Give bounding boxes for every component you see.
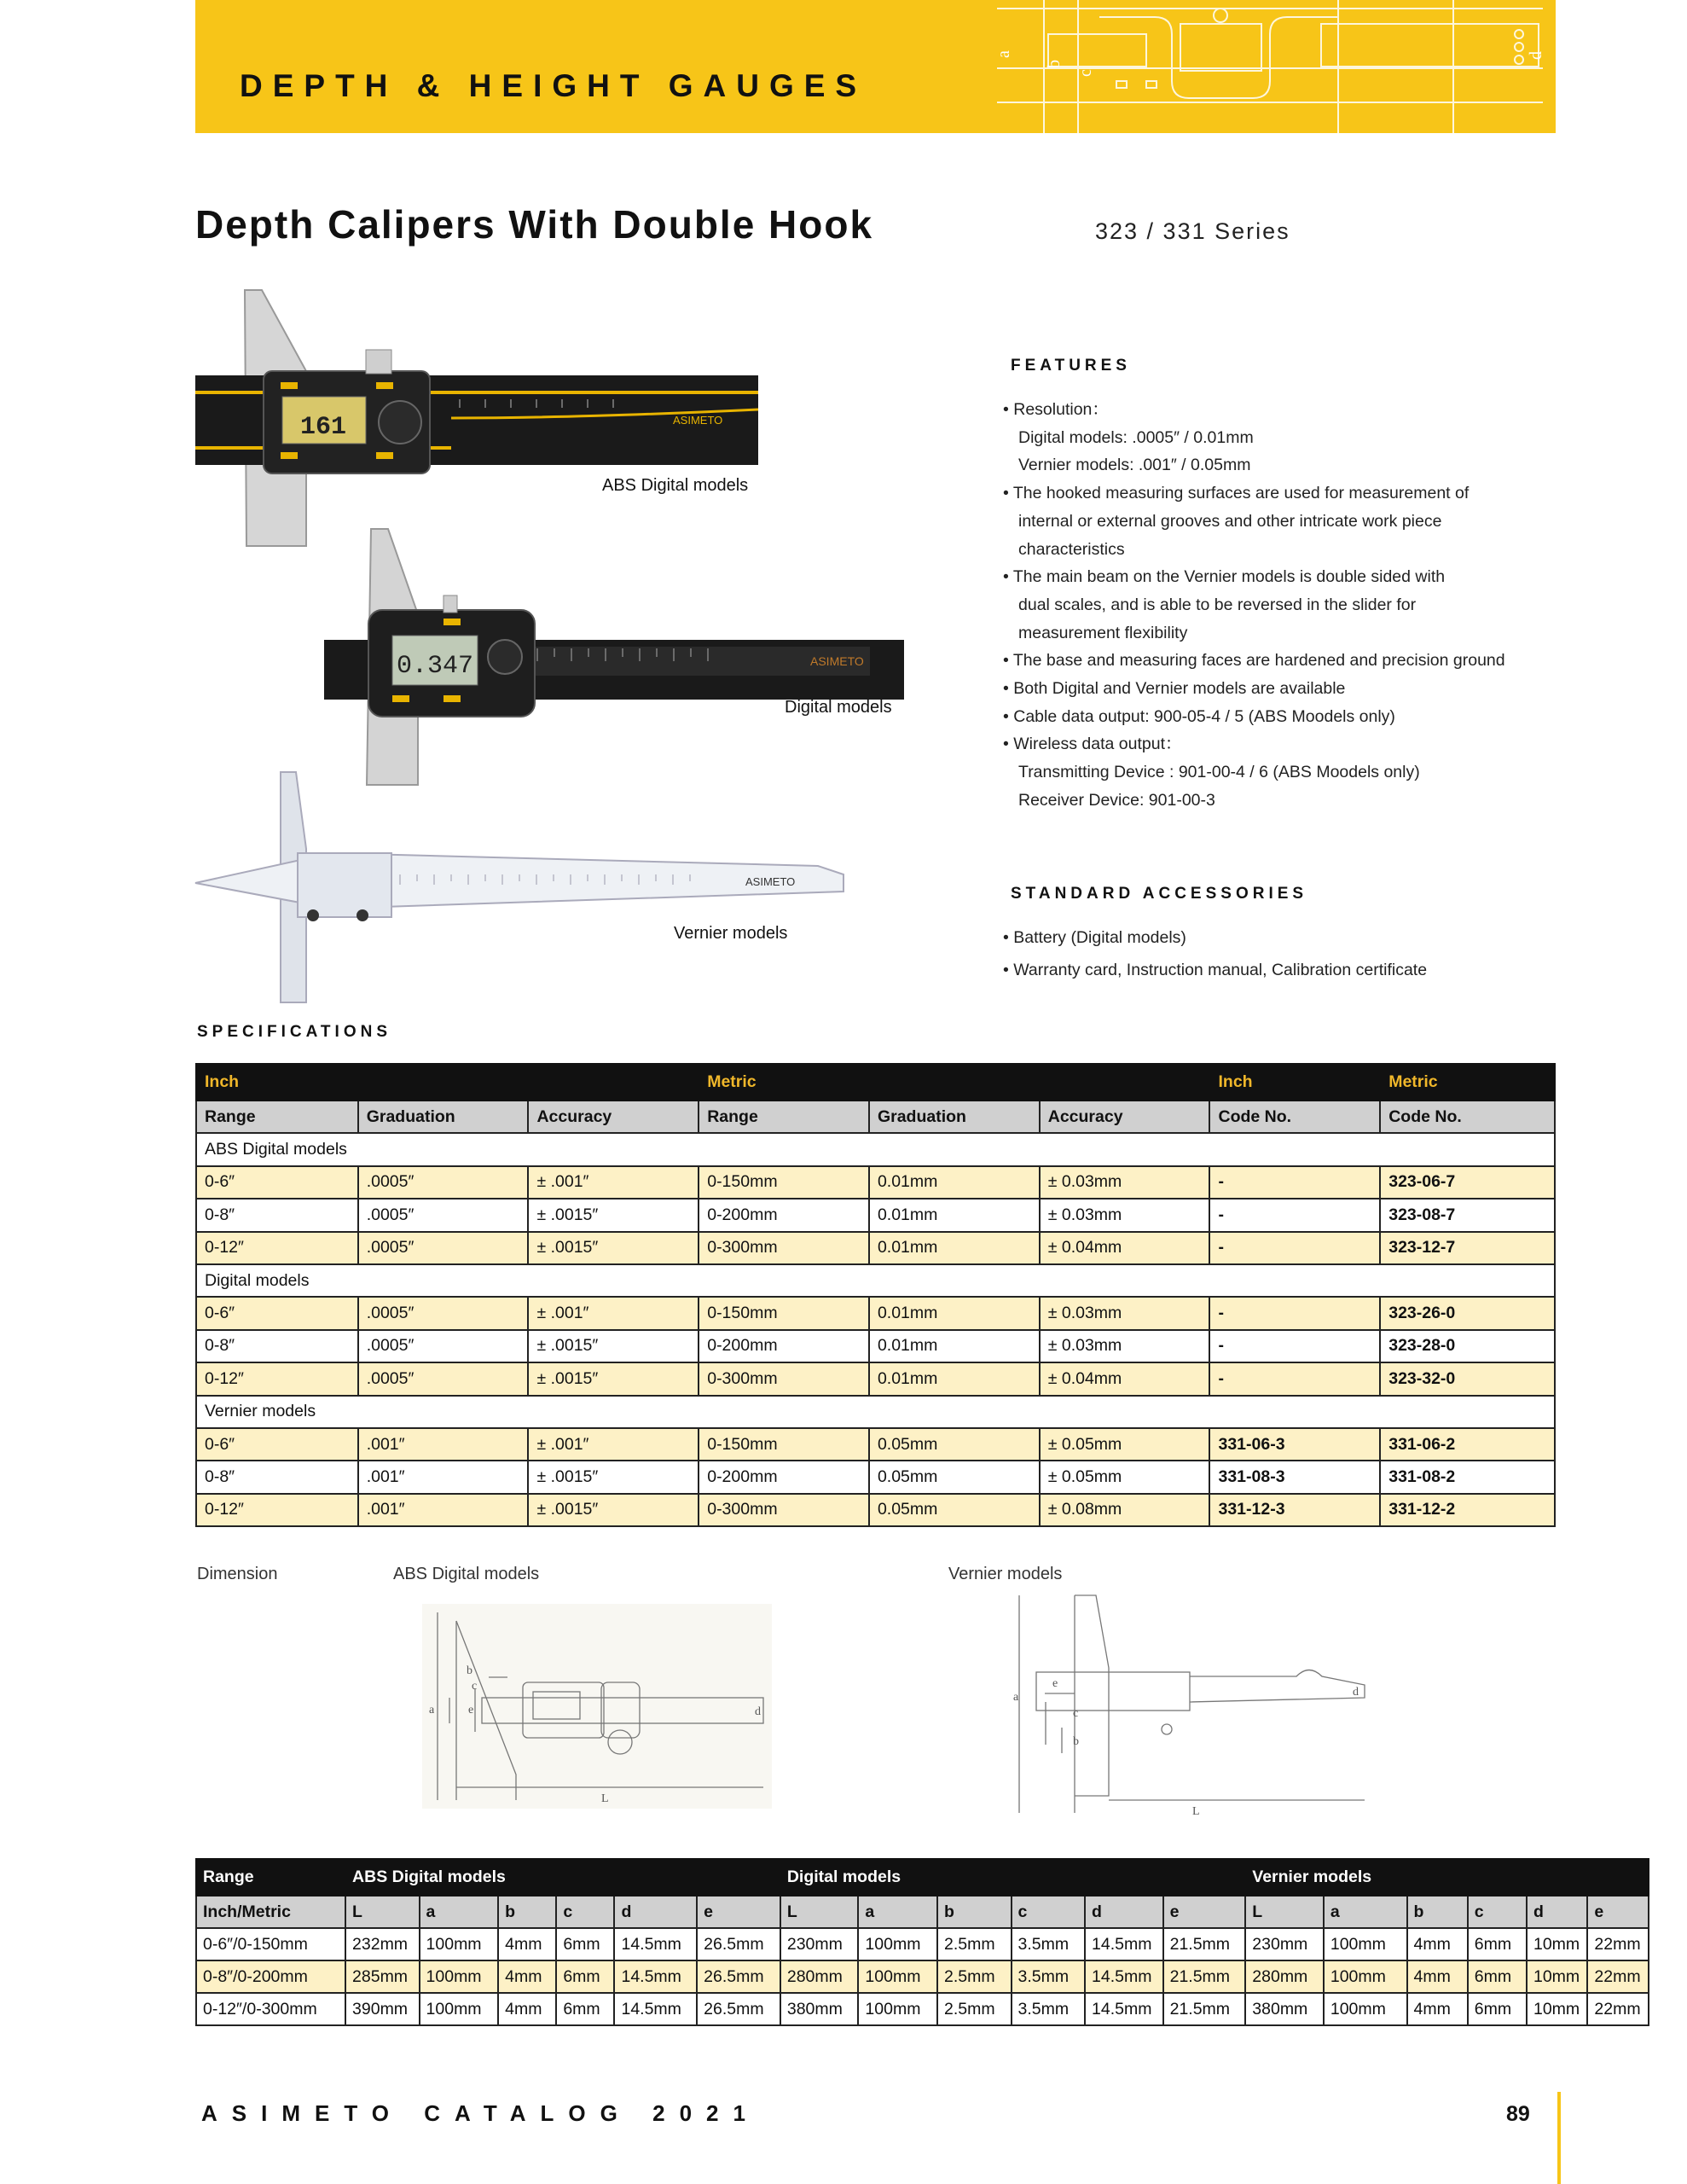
cell: 323-12-7 [1380, 1232, 1555, 1264]
dim-cell: 10mm [1527, 1960, 1587, 1993]
dim-cell: 2.5mm [937, 1960, 1012, 1993]
cell: 323-26-0 [1380, 1297, 1555, 1329]
dim-column-header: e [1163, 1896, 1246, 1928]
abs-dim-letter-b: b [467, 1664, 472, 1677]
dimension-vernier-label: Vernier models [948, 1565, 1063, 1583]
cell: 0-150mm [699, 1166, 869, 1199]
dim-cell: 26.5mm [697, 1960, 780, 1993]
dim-column-header: L [345, 1896, 420, 1928]
cell: 0-150mm [699, 1297, 869, 1329]
page-title: Depth Calipers With Double Hook [195, 202, 874, 247]
dim-cell: 4mm [1407, 1960, 1468, 1993]
dim-b-letter: b [1045, 60, 1064, 68]
feature-line: • Resolution： [1003, 400, 1109, 419]
dim-column-header: L [780, 1896, 859, 1928]
cell: 0.01mm [869, 1297, 1040, 1329]
feature-line: characteristics [1018, 539, 1125, 559]
cell: 0-200mm [699, 1330, 869, 1362]
column-header: Graduation [869, 1101, 1040, 1133]
dim-cell: 230mm [1245, 1928, 1324, 1960]
dim-column-header: c [1012, 1896, 1086, 1928]
dim-column-header: c [556, 1896, 614, 1928]
dim-column-header: b [498, 1896, 556, 1928]
cell: 0-6″ [196, 1166, 358, 1199]
cell: 0-12″ [196, 1494, 358, 1526]
dim-column-header: b [937, 1896, 1012, 1928]
table-row [196, 1428, 1555, 1461]
dim-cell: 390mm [345, 1993, 420, 2025]
digital-lcd-reading: 0.347 [396, 652, 474, 681]
vernier-dim-letter-a: a [1013, 1691, 1019, 1704]
dim-column-header: Inch/Metric [196, 1896, 345, 1928]
cell: 0-300mm [699, 1494, 869, 1526]
dim-d-letter: d [1527, 51, 1545, 60]
dim-cell: 285mm [345, 1960, 420, 1993]
digital-brand-mark: ASIMETO [810, 654, 864, 668]
abs-dim-letter-d: d [755, 1705, 761, 1718]
group-header-inch-code: Inch [1209, 1064, 1380, 1101]
dim-cell: 6mm [1468, 1993, 1527, 2025]
dim-table-row [196, 1993, 1649, 2025]
table-row [196, 1494, 1555, 1526]
cell: 0.05mm [869, 1428, 1040, 1461]
dim-cell: 230mm [780, 1928, 859, 1960]
dim-cell: 380mm [1245, 1993, 1324, 2025]
vernier-caption: Vernier models [674, 924, 788, 943]
dim-cell: 0-6″/0-150mm [196, 1928, 345, 1960]
feature-line: • The main beam on the Vernier models is double sided with [1003, 567, 1446, 587]
feature-line: Receiver Device: 901-00-3 [1018, 790, 1215, 810]
header-band [195, 0, 1556, 133]
dim-cell: 2.5mm [937, 1928, 1012, 1960]
cell: ± 0.03mm [1040, 1199, 1210, 1231]
footer-catalog: ASIMETO CATALOG 2021 [201, 2100, 760, 2126]
cell: .0005″ [358, 1362, 529, 1395]
cell: ± 0.03mm [1040, 1297, 1210, 1329]
dim-column-header: a [858, 1896, 937, 1928]
dim-cell: 6mm [1468, 1928, 1527, 1960]
cell: ± 0.08mm [1040, 1494, 1210, 1526]
dim-cell: 100mm [420, 1960, 499, 1993]
dim-cell: 14.5mm [614, 1960, 697, 1993]
cell: 0.05mm [869, 1461, 1040, 1493]
dim-top-header: Range [196, 1859, 345, 1896]
dim-table-row [196, 1928, 1649, 1960]
cell: 0-6″ [196, 1428, 358, 1461]
dim-column-header: d [1527, 1896, 1587, 1928]
dim-cell: 14.5mm [1085, 1960, 1163, 1993]
dim-cell: 14.5mm [1085, 1993, 1163, 2025]
dim-cell: 4mm [1407, 1928, 1468, 1960]
cell: .0005″ [358, 1199, 529, 1231]
feature-line: internal or external grooves and other intricate work piece [1018, 511, 1442, 531]
cell: 0.01mm [869, 1232, 1040, 1264]
cell: 323-06-7 [1380, 1166, 1555, 1199]
cell: .0005″ [358, 1297, 529, 1329]
cell: 323-28-0 [1380, 1330, 1555, 1362]
digital-caliper-image [324, 529, 921, 785]
dim-cell: 21.5mm [1163, 1993, 1246, 2025]
cell: ± .0015″ [528, 1199, 699, 1231]
cell: 0-8″ [196, 1461, 358, 1493]
cell: 331-08-3 [1209, 1461, 1380, 1493]
cell: ± .0015″ [528, 1494, 699, 1526]
abs-brand-mark: ASIMETO [673, 414, 723, 427]
dim-cell: 4mm [498, 1928, 556, 1960]
caliper-outline-drawing [994, 0, 1556, 133]
cell: ± .0015″ [528, 1232, 699, 1264]
page-number: 89 [1506, 2102, 1530, 2126]
group-row-vernier: Vernier models [196, 1396, 1555, 1428]
cell: ± .0015″ [528, 1461, 699, 1493]
dim-a-letter: a [994, 50, 1013, 58]
feature-line: • Cable data output: 900-05-4 / 5 (ABS Moodels only) [1003, 706, 1395, 726]
dim-cell: 0-8″/0-200mm [196, 1960, 345, 1993]
table-row [196, 1362, 1555, 1395]
table-row [196, 1199, 1555, 1231]
dim-cell: 14.5mm [1085, 1928, 1163, 1960]
digital-caption: Digital models [785, 698, 892, 717]
cell: .0005″ [358, 1166, 529, 1199]
dim-cell: 100mm [858, 1928, 937, 1960]
abs-lcd-reading: 161 [299, 413, 347, 442]
dim-cell: 22mm [1587, 1928, 1649, 1960]
group-row-abs: ABS Digital models [196, 1133, 1555, 1165]
abs-digital-caliper-image [195, 290, 792, 546]
cell: .001″ [358, 1494, 529, 1526]
dim-cell: 100mm [420, 1928, 499, 1960]
feature-line: • The hooked measuring surfaces are used for measurement of [1003, 484, 1470, 503]
specifications-table [195, 1063, 1556, 1527]
cell: - [1209, 1330, 1380, 1362]
dim-cell: 21.5mm [1163, 1960, 1246, 1993]
vernier-caliper-image [195, 772, 844, 1007]
cell: 0.01mm [869, 1199, 1040, 1231]
cell: 0-300mm [699, 1362, 869, 1395]
abs-dim-letter-c: c [472, 1680, 478, 1693]
table-row [196, 1232, 1555, 1264]
dim-cell: 6mm [1468, 1960, 1527, 1993]
feature-line: • Both Digital and Vernier models are available [1003, 679, 1346, 699]
dim-cell: 10mm [1527, 1928, 1587, 1960]
column-header: Accuracy [1040, 1101, 1210, 1133]
features-heading: FEATURES [1011, 357, 1131, 375]
vernier-dim-letter-L: L [1192, 1805, 1200, 1818]
dim-cell: 4mm [1407, 1993, 1468, 2025]
cell: .0005″ [358, 1232, 529, 1264]
dim-top-header: ABS Digital models [345, 1859, 780, 1896]
cell: 331-06-3 [1209, 1428, 1380, 1461]
features-list [1003, 396, 1600, 815]
cell: 0-300mm [699, 1232, 869, 1264]
dim-cell: 6mm [556, 1960, 614, 1993]
cell: ± 0.03mm [1040, 1166, 1210, 1199]
dim-column-header: d [1085, 1896, 1163, 1928]
dim-column-header: e [697, 1896, 780, 1928]
cell: - [1209, 1297, 1380, 1329]
vernier-dim-letter-c: c [1073, 1707, 1079, 1720]
column-header: Code No. [1380, 1101, 1555, 1133]
cell: - [1209, 1232, 1380, 1264]
series-label: 323 / 331 Series [1095, 218, 1290, 244]
cell: - [1209, 1362, 1380, 1395]
accessories-heading: STANDARD ACCESSORIES [1011, 885, 1308, 903]
cell: 0-8″ [196, 1330, 358, 1362]
cell: 0.05mm [869, 1494, 1040, 1526]
abs-dim-letter-e: e [468, 1704, 474, 1716]
table-row [196, 1166, 1555, 1199]
cell: 0.01mm [869, 1362, 1040, 1395]
cell: 0.01mm [869, 1330, 1040, 1362]
dim-cell: 22mm [1587, 1993, 1649, 2025]
dimension-label: Dimension [197, 1565, 278, 1583]
table-row [196, 1330, 1555, 1362]
cell: 0-8″ [196, 1199, 358, 1231]
dim-cell: 26.5mm [697, 1928, 780, 1960]
cell: .001″ [358, 1428, 529, 1461]
cell: 0-6″ [196, 1297, 358, 1329]
dim-cell: 22mm [1587, 1960, 1649, 1993]
cell: ± .0015″ [528, 1362, 699, 1395]
cell: 323-32-0 [1380, 1362, 1555, 1395]
cell: ± 0.05mm [1040, 1428, 1210, 1461]
feature-line: • The base and measuring faces are hardened and precision ground [1003, 651, 1505, 671]
dim-top-header: Vernier models [1245, 1859, 1649, 1896]
cell: 331-08-2 [1380, 1461, 1555, 1493]
dim-cell: 14.5mm [614, 1928, 697, 1960]
dim-column-header: e [1587, 1896, 1649, 1928]
abs-dimension-drawing [422, 1604, 772, 1809]
cell: ± 0.04mm [1040, 1232, 1210, 1264]
dim-cell: 0-12″/0-300mm [196, 1993, 345, 2025]
column-header: Code No. [1209, 1101, 1380, 1133]
cell: 331-12-2 [1380, 1494, 1555, 1526]
dim-cell: 21.5mm [1163, 1928, 1246, 1960]
cell: ± .001″ [528, 1297, 699, 1329]
dim-cell: 100mm [858, 1960, 937, 1993]
accessory-item: • Battery (Digital models) [1003, 928, 1186, 947]
abs-digital-caption: ABS Digital models [602, 476, 749, 495]
dim-cell: 232mm [345, 1928, 420, 1960]
vernier-dim-letter-b: b [1073, 1735, 1079, 1748]
vernier-dim-letter-e: e [1052, 1677, 1058, 1690]
feature-line: Digital models: .0005″ / 0.01mm [1018, 427, 1254, 447]
cell: ± .001″ [528, 1166, 699, 1199]
cell: 0-200mm [699, 1461, 869, 1493]
dim-cell: 6mm [556, 1928, 614, 1960]
table-row [196, 1461, 1555, 1493]
feature-line: Transmitting Device : 901-00-4 / 6 (ABS Moodels only) [1018, 763, 1420, 782]
cell: .001″ [358, 1461, 529, 1493]
cell: ± .001″ [528, 1428, 699, 1461]
column-header: Accuracy [528, 1101, 699, 1133]
accessory-item: • Warranty card, Instruction manual, Calibration certificate [1003, 961, 1428, 979]
dim-cell: 4mm [498, 1960, 556, 1993]
cell: 323-08-7 [1380, 1199, 1555, 1231]
cell: - [1209, 1199, 1380, 1231]
cell: 0-150mm [699, 1428, 869, 1461]
dim-cell: 280mm [1245, 1960, 1324, 1993]
cell: - [1209, 1166, 1380, 1199]
vernier-dim-letter-d: d [1353, 1686, 1359, 1699]
cell: ± 0.05mm [1040, 1461, 1210, 1493]
dim-cell: 2.5mm [937, 1993, 1012, 2025]
abs-dim-letter-a: a [429, 1704, 435, 1716]
dimension-abs-label: ABS Digital models [393, 1565, 540, 1583]
vernier-dimension-drawing [1015, 1591, 1373, 1821]
dim-cell: 100mm [1324, 1993, 1407, 2025]
column-header: Range [699, 1101, 869, 1133]
group-header-metric-code: Metric [1380, 1064, 1555, 1101]
dim-cell: 380mm [780, 1993, 859, 2025]
cell: 0-12″ [196, 1232, 358, 1264]
dim-top-header: Digital models [780, 1859, 1245, 1896]
cell: ± 0.03mm [1040, 1330, 1210, 1362]
dim-cell: 3.5mm [1012, 1928, 1086, 1960]
dim-cell: 3.5mm [1012, 1960, 1086, 1993]
specifications-heading: SPECIFICATIONS [197, 1023, 391, 1041]
dim-column-header: d [614, 1896, 697, 1928]
dim-cell: 100mm [1324, 1928, 1407, 1960]
dimension-table [195, 1858, 1649, 2026]
page-number-bar [1557, 2092, 1561, 2184]
group-header-inch: Inch [196, 1064, 699, 1101]
dim-cell: 4mm [498, 1993, 556, 2025]
group-header-metric: Metric [699, 1064, 1209, 1101]
cell: ± 0.04mm [1040, 1362, 1210, 1395]
dim-cell: 3.5mm [1012, 1993, 1086, 2025]
column-header: Range [196, 1101, 358, 1133]
accessories-list [1003, 921, 1427, 986]
cell: ± .0015″ [528, 1330, 699, 1362]
dim-cell: 14.5mm [614, 1993, 697, 2025]
dim-cell: 280mm [780, 1960, 859, 1993]
vernier-brand-mark: ASIMETO [745, 875, 796, 888]
cell: 0.01mm [869, 1166, 1040, 1199]
dim-column-header: a [420, 1896, 499, 1928]
cell: 331-12-3 [1209, 1494, 1380, 1526]
dim-cell: 100mm [1324, 1960, 1407, 1993]
cell: 0-200mm [699, 1199, 869, 1231]
abs-dim-letter-L: L [601, 1792, 609, 1805]
feature-line: measurement flexibility [1018, 623, 1188, 642]
feature-line: Vernier models: .001″ / 0.05mm [1018, 456, 1251, 475]
dim-table-row [196, 1960, 1649, 1993]
column-header: Graduation [358, 1101, 529, 1133]
dim-cell: 6mm [556, 1993, 614, 2025]
dim-c-letter: c [1076, 69, 1095, 77]
dim-cell: 100mm [858, 1993, 937, 2025]
dim-cell: 26.5mm [697, 1993, 780, 2025]
table-row [196, 1297, 1555, 1329]
dim-cell: 100mm [420, 1993, 499, 2025]
feature-line: dual scales, and is able to be reversed in the slider for [1018, 595, 1417, 614]
dim-column-header: L [1245, 1896, 1324, 1928]
group-row-digital: Digital models [196, 1264, 1555, 1297]
cell: 0-12″ [196, 1362, 358, 1395]
feature-line: • Wireless data output： [1003, 735, 1182, 754]
dim-column-header: c [1468, 1896, 1527, 1928]
band-title: DEPTH & HEIGHT GAUGES [240, 68, 867, 103]
dim-column-header: a [1324, 1896, 1407, 1928]
cell: 331-06-2 [1380, 1428, 1555, 1461]
dim-cell: 10mm [1527, 1993, 1587, 2025]
dim-column-header: b [1407, 1896, 1468, 1928]
cell: .0005″ [358, 1330, 529, 1362]
